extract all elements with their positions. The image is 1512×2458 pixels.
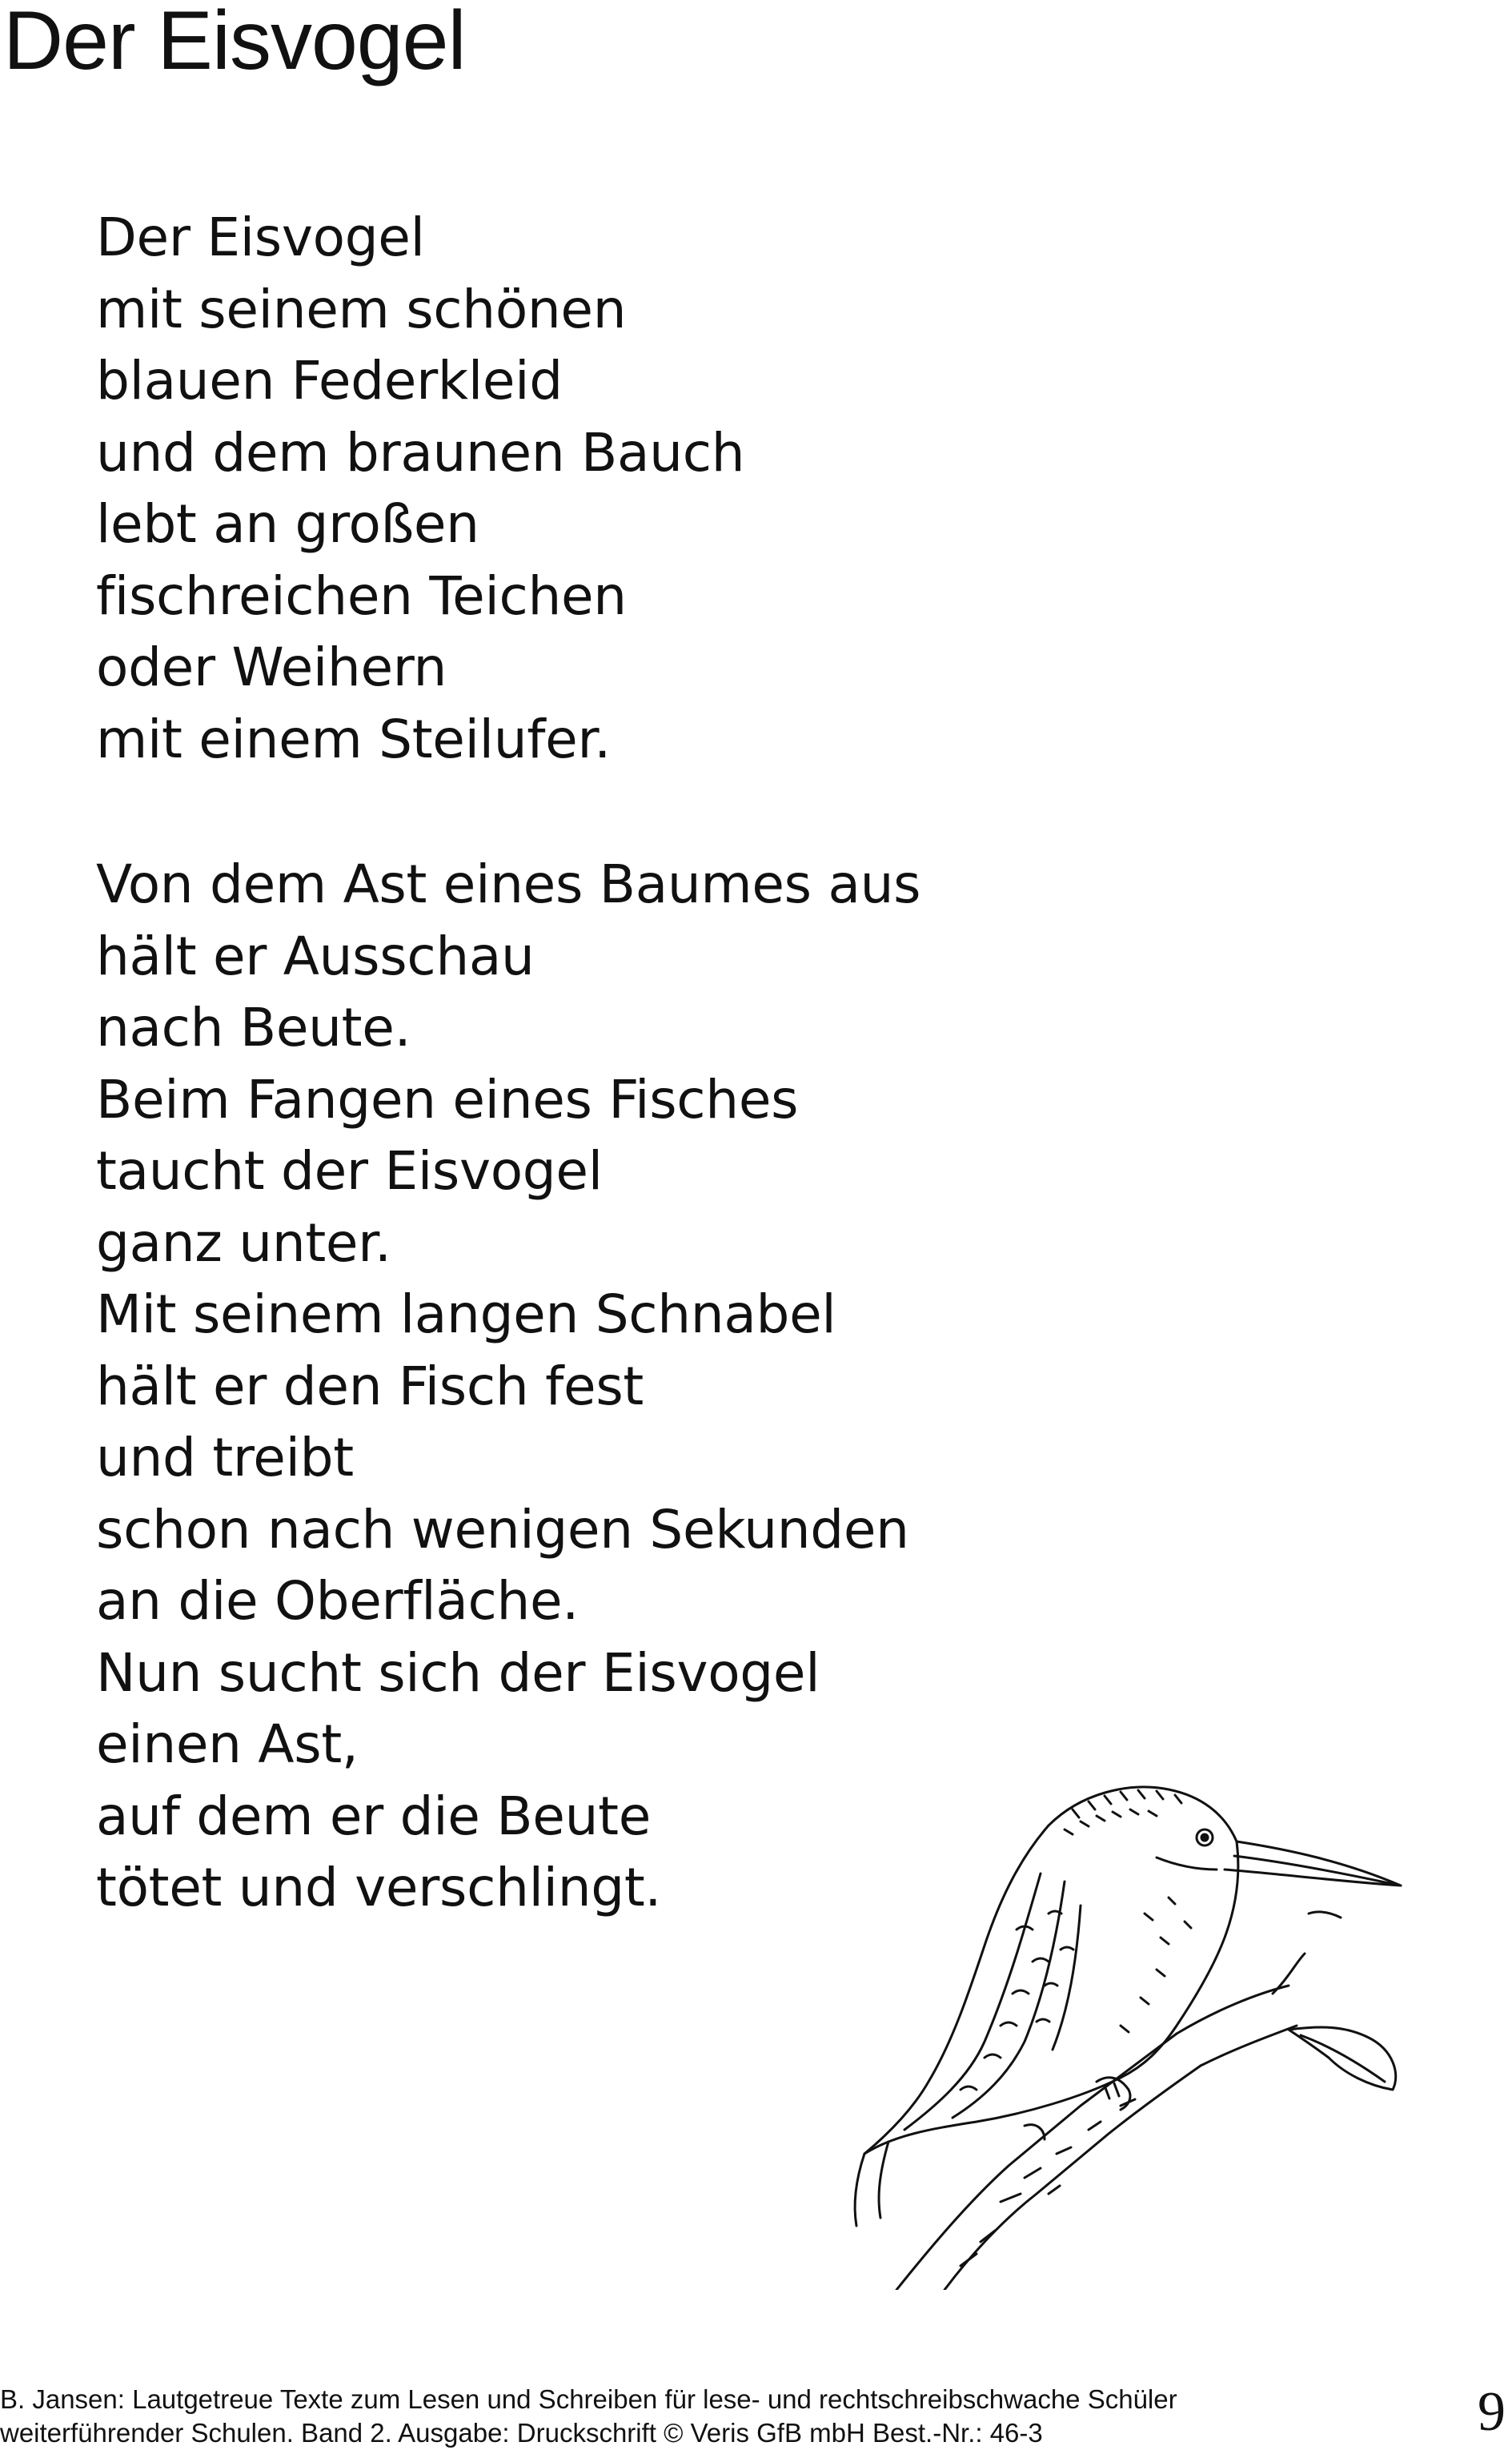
stanza-gap	[96, 775, 1153, 849]
poem-line: hält er Ausschau	[96, 925, 535, 987]
poem-line: schon nach wenigen Sekunden	[96, 1498, 909, 1560]
footer-citation-line-2: weiterführender Schulen. Band 2. Ausgabe: Druckschrift © Veris GfB mbH Best.-Nr.: 46-3	[0, 2418, 1043, 2448]
poem-line: fischreichen Teichen	[96, 564, 627, 627]
poem-text	[96, 202, 1153, 1924]
poem-line: nach Beute.	[96, 997, 411, 1058]
footer	[0, 2383, 1512, 2450]
page-number: 9	[1478, 2381, 1506, 2443]
poem-line: blauen Federkleid	[96, 350, 563, 412]
poem-line: Beim Fangen eines Fisches	[96, 1068, 799, 1131]
footer-citation-line-1: B. Jansen: Lautgetreue Texte zum Lesen und Schreiben für lese- und rechtschreibschwache Schüler	[0, 2384, 1177, 2414]
poem-line: und treibt	[96, 1427, 354, 1488]
poem-line: ganz unter.	[96, 1211, 391, 1274]
poem-line: Von dem Ast eines Baumes aus	[96, 853, 921, 915]
stanza-1	[96, 202, 1153, 775]
poem-line: an die Oberfläche.	[96, 1570, 579, 1632]
poem-line: einen Ast,	[96, 1713, 359, 1775]
poem-line: taucht der Eisvogel	[96, 1140, 603, 1202]
poem-line: hält er den Fisch fest	[96, 1355, 644, 1417]
poem-line: oder Weihern	[96, 637, 447, 698]
kingfisher-drawing-icon	[840, 1721, 1417, 2290]
poem-line: Der Eisvogel	[96, 207, 425, 268]
poem-line: tötet und verschlingt.	[96, 1857, 662, 1918]
poem-line: lebt an großen	[96, 493, 479, 555]
poem-line: auf dem er die Beute	[96, 1785, 651, 1847]
poem-line: Nun sucht sich der Eisvogel	[96, 1641, 820, 1704]
poem-line: mit seinem schönen	[96, 278, 627, 340]
poem-line: mit einem Steilufer.	[96, 708, 611, 770]
poem-line: Mit seinem langen Schnabel	[96, 1283, 836, 1345]
page-title: Der Eisvogel	[3, 0, 466, 87]
poem-line: und dem braunen Bauch	[96, 421, 745, 484]
